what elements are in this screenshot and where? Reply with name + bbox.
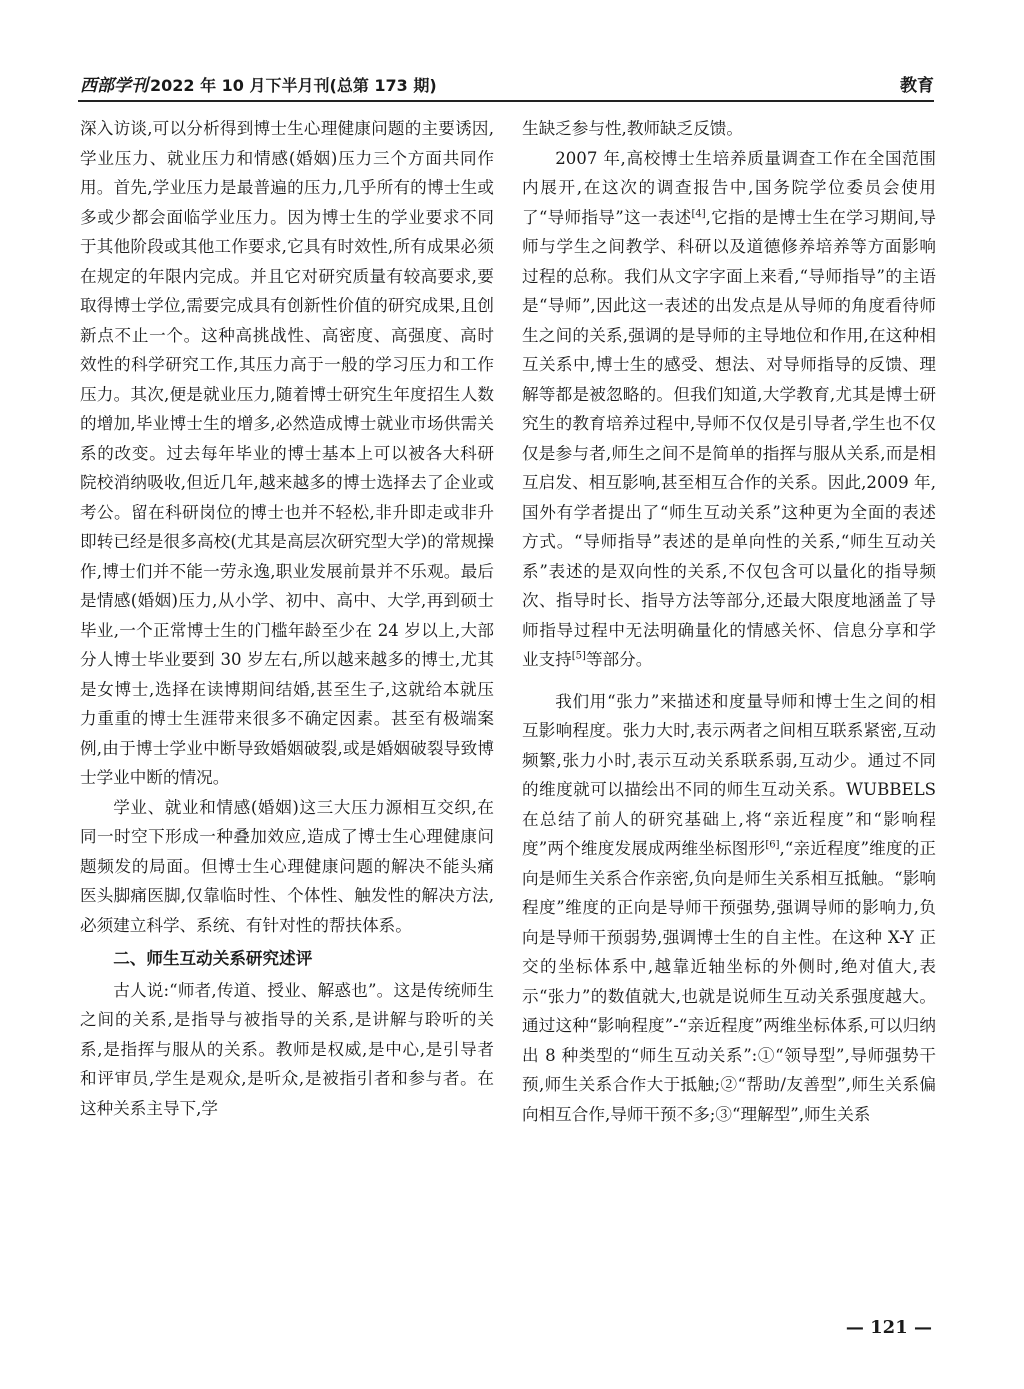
- page-number: — 121 —: [845, 1317, 932, 1338]
- section-label: 教育: [900, 76, 934, 96]
- citation-ref: [6]: [765, 839, 780, 851]
- citation-ref: [5]: [571, 650, 586, 662]
- paragraph: [522, 144, 936, 675]
- paragraph-text: 2007 年,高校博士生培养质量调查工作在全国范围内展开,在这次的调查报告中,国务院学位委员会使用了“导师指导”这一表述: [522, 148, 936, 227]
- paragraph: 生缺乏参与性,教师缺乏反馈。: [522, 119, 743, 138]
- journal-logo: 西部学刊: [80, 76, 148, 96]
- page-header: [78, 68, 934, 102]
- paragraph: [522, 687, 936, 1130]
- section-heading: 二、师生互动关系研究述评: [113, 949, 313, 968]
- paragraph: 古人说:“师者,传道、授业、解惑也”。这是传统师生之间的关系,是指导与被指导的关系,是讲解与聆听的关系,是指挥与服从的关系。教师是权威,是中心,是引导者和评审员,学生是观众,是听众,是被指引者和参与者。在这种关系主导下,学: [80, 980, 494, 1118]
- paragraph-text: ,“亲近程度”维度的正向是师生关系合作亲密,负向是师生关系相互抵触。“影响程度”维度的正向是导师干预强势,强调导师的影响力,负向是导师干预弱势,强调博士生的自主性。在这种 X-Y 正交的坐标体系中,越靠近轴坐标的外侧时,绝对值大,表示“张力”的数值就大,也就是说师生互动关系强度越大。通过这种“影响程度”-“亲近程度”两维坐标体系,可以归纳出 8 种类型的“师生互动关系”:①“领导型”,导师强势干预,师生关系合作大于抵触;②“帮助/友善型”,师生关系偏向相互合作,导师干预不多;③“理解型”,师生关系: [522, 839, 937, 1124]
- paragraph: 深入访谈,可以分析得到博士生心理健康问题的主要诱因,学业压力、就业压力和情感(婚姻)压力三个方面共同作用。首先,学业压力是最普遍的压力,几乎所有的博士生或多或少都会面临学业压力。因为博士生的学业要求不同于其他阶段或其他工作要求,它具有时效性,所有成果必须在规定的年限内完成。并且它对研究质量有较高要求,要取得博士学位,需要完成具有创新性价值的研究成果,且创新点不止一个。这种高挑战性、高密度、高强度、高时效性的科学研究工作,其压力高于一般的学习压力和工作压力。其次,便是就业压力,随着博士研究生年度招生人数的增加,毕业博士生的增多,必然造成博士就业市场供需关系的改变。过去每年毕业的博士基本上可以被各大科研院校消纳吸收,但近几年,越来越多的博士选择去了企业或考公。留在科研岗位的博士也并不轻松,非升即走或非升即转已经是很多高校(尤其是高层次研究型大学)的常规操作,博士们并不能一劳永逸,职业发展前景并不乐观。最后是情感(婚姻)压力,从小学、初中、高中、大学,再到硕士毕业,一个正常博士生的门槛年龄至少在 24 岁以上,大部分人博士毕业要到 30 岁左右,所以越来越多的博士,尤其是女博士,选择在读博期间结婚,甚至生子,这就给本就压力重重的博士生涯带来很多不确定因素。甚至有极端案例,由于博士学业中断导致婚姻破裂,或是婚姻破裂导致博士学业中断的情况。: [80, 119, 494, 787]
- journal-issue: 2022 年 10 月下半月刊(总第 173 期): [150, 76, 437, 95]
- paragraph: 学业、就业和情感(婚姻)这三大压力源相互交织,在同一时空下形成一种叠加效应,造成了博士生心理健康问题频发的局面。但博士生心理健康问题的解决不能头痛医头脚痛医脚,仅靠临时性、个体性、触发性的解决方法,必须建立科学、系统、有针对性的帮扶体系。: [80, 797, 494, 935]
- paragraph-text: 我们用“张力”来描述和度量导师和博士生之间的相互影响程度。张力大时,表示两者之间相互联系紧密,互动频繁,张力小时,表示互动关系联系弱,互动少。通过不同的维度就可以描绘出不同的师生互动关系。WUBBELS 在总结了前人的研究基础上,将“亲近程度”和“影响程度”两个维度发展成两维坐标图形: [522, 691, 936, 858]
- right-column: [522, 114, 936, 1129]
- left-column: [80, 114, 494, 1123]
- paragraph-text: 等部分。: [585, 650, 653, 669]
- journal-title: [80, 71, 437, 96]
- citation-ref: [4]: [691, 207, 706, 219]
- paragraph-text: ,它指的是博士生在学习期间,导师与学生之间教学、科研以及道德修养培养等方面影响过程的总称。我们从文字字面上来看,“导师指导”的主语是“导师”,因此这一表述的出发点是从导师的角度看待师生之间的关系,强调的是导师的主导地位和作用,在这种相互关系中,博士生的感受、想法、对导师指导的反馈、理解等都是被忽略的。但我们知道,大学教育,尤其是博士研究生的教育培养过程中,导师不仅仅是引导者,学生也不仅仅是参与者,师生之间不是简单的指挥与服从关系,而是相互启发、相互影响,甚至相互合作的关系。因此,2009 年,国外有学者提出了“师生互动关系”这种更为全面的表述方式。“导师指导”表述的是单向性的关系,“师生互动关系”表述的是双向性的关系,不仅包含可以量化的指导频次、指导时长、指导方法等部分,还最大限度地涵盖了导师指导过程中无法明确量化的情感关怀、信息分享和学业支持: [522, 207, 936, 669]
